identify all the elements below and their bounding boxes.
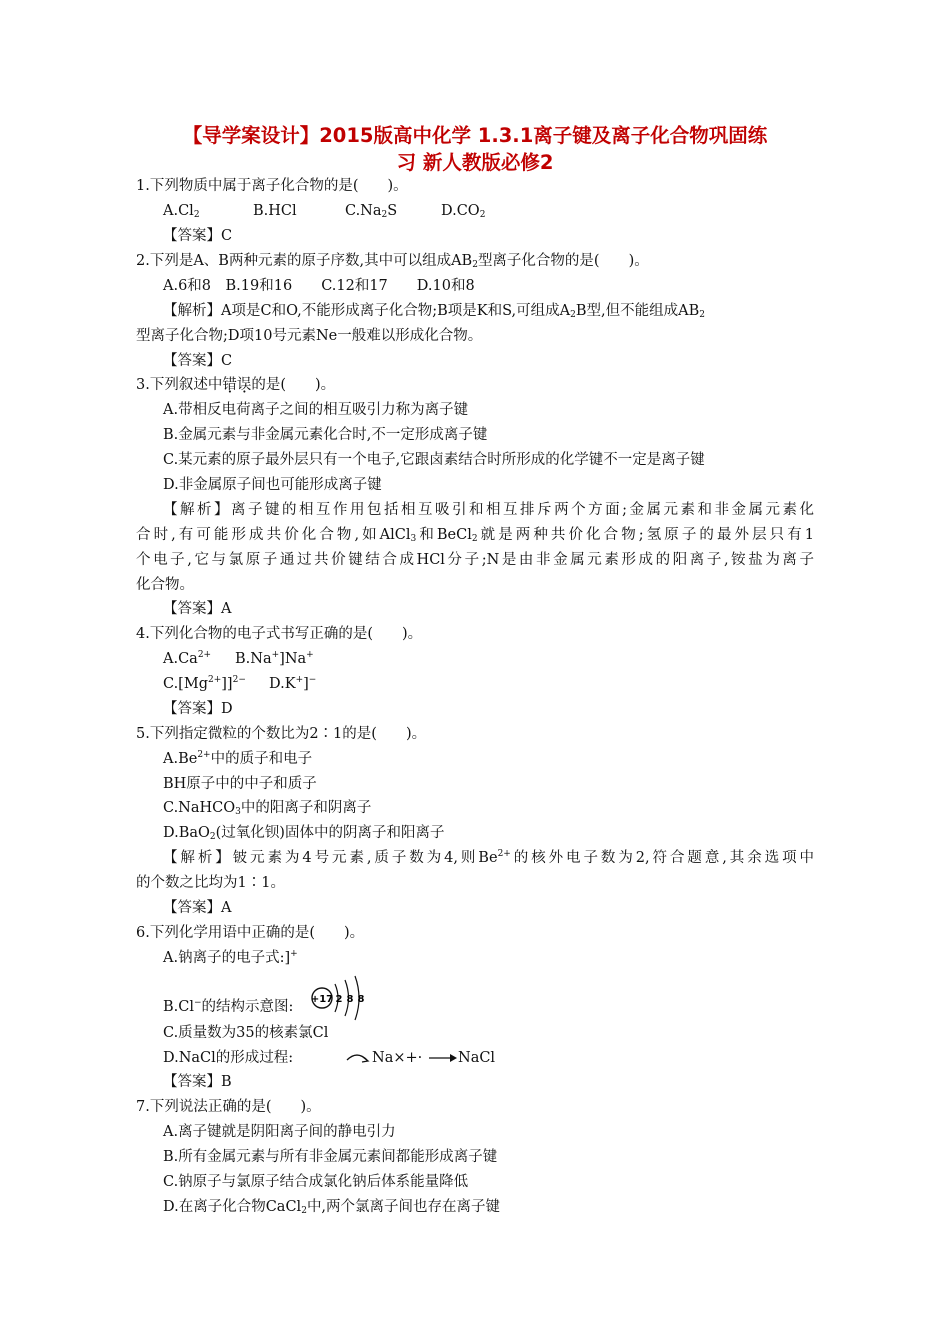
question-6-option-b: B.Cl−的结构示意图: bbox=[163, 998, 294, 1015]
question-6-answer: 【答案】B bbox=[163, 1074, 232, 1090]
shell-electron-count-1: 2 bbox=[335, 994, 343, 1005]
nacl-formation-reactants: Na×+· bbox=[372, 1050, 423, 1066]
question-7-stem: 7.下列说法正确的是( )。 bbox=[136, 1099, 321, 1115]
question-5-option-c: C.NaHCO$_3$中的阳离子和阴离子 bbox=[163, 800, 372, 817]
question-5-answer: 【答案】A bbox=[163, 900, 232, 916]
nucleus-charge-label: +17 bbox=[310, 994, 334, 1005]
question-6-option-c: C.质量数为35的核素氯Cl bbox=[163, 1025, 329, 1041]
right-arrow-icon bbox=[428, 1052, 458, 1064]
emphasis-dot-char: 误 bbox=[236, 377, 252, 393]
question-2-options: A.6和8 B.19和16 C.12和17 D.10和8 bbox=[163, 278, 475, 294]
question-7-option-d: D.在离子化合物CaCl$_2$中,两个氯离子间也存在离子键 bbox=[163, 1199, 501, 1216]
question-1-stem: 1.下列物质中属于离子化合物的是( )。 bbox=[136, 178, 408, 194]
question-7-option-c: C.钠原子与氯原子结合成氯化钠后体系能量降低 bbox=[163, 1174, 469, 1190]
question-7-option-b: B.所有金属元素与所有非金属元素间都能形成离子键 bbox=[163, 1149, 498, 1165]
question-4-option-b: B.Na+]Na+ bbox=[235, 650, 314, 667]
question-6-stem: 6.下列化学用语中正确的是( )。 bbox=[136, 925, 365, 941]
chlorine-ion-structure-diagram bbox=[308, 970, 370, 1024]
question-3-option-c: C.某元素的原子最外层只有一个电子,它跟卤素结合时所形成的化学键不一定是离子键 bbox=[163, 452, 705, 468]
question-1-option-a: $A.Cl_2$ bbox=[163, 203, 200, 220]
question-5-option-b: BH原子中的中子和质子 bbox=[163, 776, 317, 792]
emphasis-dot-char: 错 bbox=[222, 377, 237, 393]
nacl-formation-product: NaCl bbox=[458, 1050, 496, 1066]
question-5-stem: 5.下列指定微粒的个数比为2∶1的是( )。 bbox=[136, 726, 427, 742]
question-3-option-b: B.金属元素与非金属元素化合时,不一定形成离子键 bbox=[163, 427, 488, 443]
question-1-option-d: $D.CO_2$ bbox=[441, 203, 486, 220]
question-5-option-d: D.BaO$_2$(过氧化钡)固体中的阴离子和阳离子 bbox=[163, 825, 445, 842]
question-3-answer: 【答案】A bbox=[163, 601, 232, 617]
question-4-option-a: $A.Ca^{2+}$ bbox=[163, 650, 212, 667]
question-6-option-a: A.钠离子的电子式:]+ bbox=[163, 949, 298, 966]
question-4-answer: 【答案】D bbox=[163, 701, 233, 717]
document-title-line-2: 习 新人教版必修2 bbox=[396, 151, 554, 174]
question-3-option-a: A.带相反电荷离子之间的相互吸引力称为离子键 bbox=[163, 402, 469, 418]
question-3-stem: 3.下列叙述中错误的是( )。 bbox=[136, 377, 336, 393]
question-2-explanation-1: 【解析】A项是C和O,不能形成离子化合物;B项是K和S,可组成$A_2B$型,但不能组成$AB_2$ bbox=[163, 303, 705, 320]
question-2-stem: 2.下列是A、B两种元素的原子序数,其中可以组成$AB_2$型离子化合物的是( )。 bbox=[136, 253, 649, 270]
question-4-option-c: $C.[Mg^{2+}]]^{2-}$ bbox=[163, 675, 246, 692]
question-1-option-c: $C.Na_2S$ bbox=[345, 203, 398, 220]
shell-electron-count-2: 8 bbox=[346, 994, 354, 1005]
document-title-line-1: 【导学案设计】2015版高中化学 1.3.1离子键及离子化合物巩固练 bbox=[182, 124, 768, 147]
question-2-explanation-2: 型离子化合物;D项10号元素Ne一般难以形成化合物。 bbox=[136, 328, 483, 344]
question-3-explanation-4: 化合物。 bbox=[136, 577, 194, 593]
question-4-option-d: D.K+]− bbox=[269, 675, 317, 692]
question-4-stem: 4.下列化合物的电子式书写正确的是( )。 bbox=[136, 626, 423, 642]
shell-electron-count-3: 8 bbox=[357, 994, 365, 1005]
question-2-answer: 【答案】C bbox=[163, 353, 233, 369]
question-1-option-b: B.HCl bbox=[253, 203, 297, 219]
question-3-explanation-2: 合时,有可能形成共价化合物,如AlCl$_3$和BeCl$_2$就是两种共价化合物;氢原子的最外层只有1 bbox=[136, 527, 815, 544]
question-3-option-d: D.非金属原子间也可能形成离子键 bbox=[163, 477, 382, 493]
question-7-option-a: A.离子键就是阴阳离子间的静电引力 bbox=[163, 1124, 396, 1140]
question-3-explanation-3: 个电子,它与氯原子通过共价键结合成HCl分子;N是由非金属元素形成的阳离子,铵盐为离子 bbox=[136, 552, 814, 568]
question-5-explanation-2: 的个数之比均为1∶1。 bbox=[136, 875, 285, 891]
question-6-option-d: D.NaCl的形成过程: bbox=[163, 1050, 294, 1066]
question-1-answer: 【答案】C bbox=[163, 228, 233, 244]
question-3-explanation-1: 【解析】离子键的相互作用包括相互吸引和相互排斥两个方面;金属元素和非金属元素化 bbox=[163, 502, 814, 518]
curved-arrow-icon bbox=[345, 1050, 373, 1068]
question-5-option-a: $A.Be^{2+}$中的质子和电子 bbox=[163, 750, 313, 767]
question-5-explanation-1: 【解析】铍元素为4号元素,质子数为4,则$Be^{2+}$的核外电子数为2,符合题意,其余选项中 bbox=[163, 849, 815, 866]
